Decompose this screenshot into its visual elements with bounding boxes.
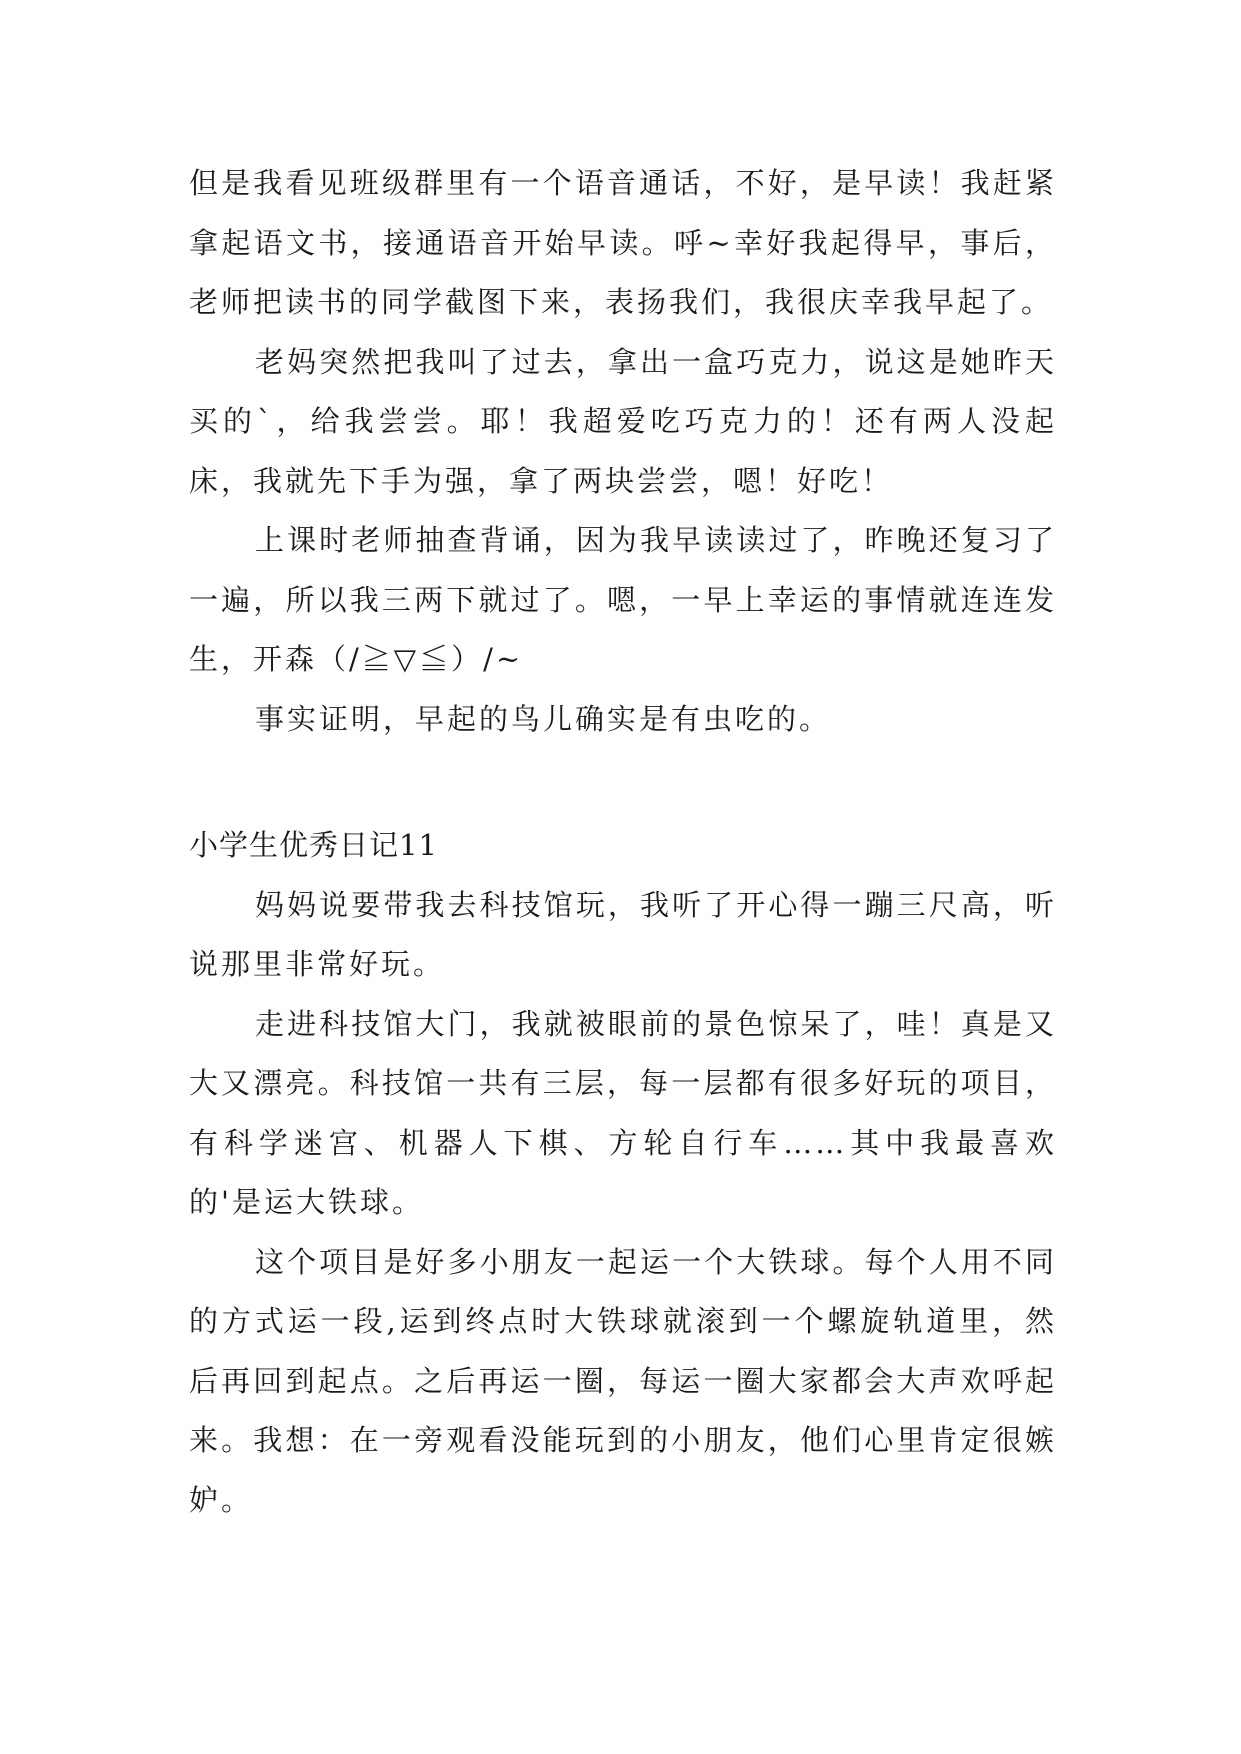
paragraph-conclusion: 事实证明，早起的鸟儿确实是有虫吃的。 bbox=[255, 701, 832, 736]
paragraph-iron-ball: 这个项目是好多小朋友一起运一个大铁球。每个人用不同的方式运一段,运到终点时大铁球就滚到一个螺旋轨道里，然后再回到起点。之后再运一圈，每运一圈大家都会大声欢呼起来。我想：在一旁观看没能玩到的小朋友，他们心里肯定很嫉妒。 bbox=[189, 1244, 1057, 1517]
paragraph-museum-entrance: 走进科技馆大门，我就被眼前的景色惊呆了，哇！真是又大又漂亮。科技馆一共有三层，每一层都有很多好玩的项目，有科学迷宫、机器人下棋、方轮自行车……其中我最喜欢的'是运大铁球。 bbox=[189, 1006, 1057, 1219]
section-title: 小学生优秀日记11 bbox=[189, 828, 438, 862]
paragraph-chocolate: 老妈突然把我叫了过去，拿出一盒巧克力，说这是她昨天买的`，给我尝尝。耶！我超爱吃巧克力的！还有两人没起床，我就先下手为强，拿了两块尝尝，嗯！好吃！ bbox=[189, 344, 1057, 498]
paragraph-museum-intro: 妈妈说要带我去科技馆玩，我听了开心得一蹦三尺高，听说那里非常好玩。 bbox=[189, 887, 1057, 981]
paragraph-continuation-1: 但是我看见班级群里有一个语音通话，不好，是早读！我赶紧拿起语文书，接通语音开始早读。呼~幸好我起得早，事后，老师把读书的同学截图下来，表扬我们，我很庆幸我早起了。 bbox=[189, 166, 1057, 319]
document-page bbox=[189, 154, 1057, 1530]
paragraph-recitation: 上课时老师抽查背诵，因为我早读读过了，昨晚还复习了一遍，所以我三两下就过了。嗯，一早上幸运的事情就连连发生，开森（/≧▽≦）/~ bbox=[189, 523, 1057, 676]
